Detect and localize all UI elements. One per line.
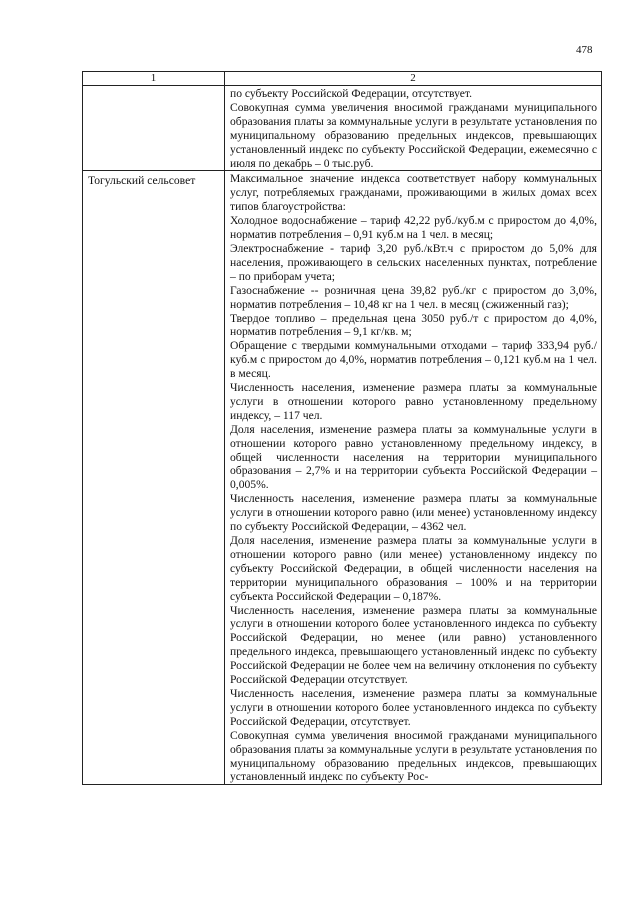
paragraph: Электроснабжение - тариф 3,20 руб./кВт.ч с приростом до 5,0% для населения, проживающего в сельских населенных пунктах, потребление – по приборам учета; bbox=[230, 241, 597, 283]
paragraph: Совокупная сумма увеличения вносимой гражданами муниципального образования платы за коммунальные услуги в результате установления по муниципальному образованию предельных индексов, превышающих установленный индекс по субъекту Российской Федерации, ежемесячно с июля по декабрь – 0 тыс.руб. bbox=[230, 100, 597, 170]
paragraph: Численность населения, изменение размера платы за коммунальные услуги в отношении которого равно установленному предельному индексу, – 117 чел. bbox=[230, 381, 597, 422]
paragraph: Доля населения, изменение размера платы за коммунальные услуги в отношении которого равно (или менее) установленному индексу по субъекту Российской Федерации, в общей численности населения на территории муниципального образования – 100% и на территории субъекта Российской Федерации – 0,187%. bbox=[230, 534, 597, 603]
paragraph: Доля населения, изменение размера платы за коммунальные услуги в отношении которого равно установленному предельному индексу, в общей численности населения на территории муниципального образования – 2,7% и на территории субъекта Российской Федерации – 0,005%. bbox=[230, 422, 597, 492]
paragraph: Численность населения, изменение размера платы за коммунальные услуги в отношении которого более установленного индекса по субъекту Российской Федерации, но менее (или равно) установленного предельного индекса, превышающего установленный индекс по субъекту Российской Федерации не более чем на величину отклонения по субъекту Российской Федерации отсутствует. bbox=[230, 603, 597, 687]
column-header-2: 2 bbox=[225, 72, 602, 86]
paragraph: Газоснабжение -- розничная цена 39,82 руб./кг с приростом до 3,0%, норматив потребления – 10,48 кг на 1 чел. в месяц (сжиженный газ); bbox=[230, 283, 597, 311]
tariff-table bbox=[82, 71, 602, 785]
municipality-cell bbox=[83, 86, 225, 171]
description-cell bbox=[225, 86, 602, 171]
paragraph: Обращение с твердыми коммунальными отходами – тариф 333,94 руб./куб.м с приростом до 4,0%, норматив потребления – 0,121 куб.м на 1 чел. в месяц. bbox=[230, 339, 597, 381]
municipality-cell: Тогульский сельсовет bbox=[83, 171, 225, 785]
description-cell bbox=[225, 171, 602, 785]
column-header-1: 1 bbox=[83, 72, 225, 86]
paragraph: Численность населения, изменение размера платы за коммунальные услуги в отношении которого более установленного индекса по субъекту Российской Федерации, отсутствует. bbox=[230, 686, 597, 728]
paragraph: Численность населения, изменение размера платы за коммунальные услуги в отношении которого равно (или менее) установленному индексу по субъекту Российской Федерации, – 4362 чел. bbox=[230, 492, 597, 534]
page-number: 478 bbox=[576, 44, 593, 56]
paragraph: Твердое топливо – предельная цена 3050 руб./т с приростом до 4,0%, норматив потребления – 9,1 кг/кв. м; bbox=[230, 311, 597, 339]
table-row bbox=[83, 171, 602, 785]
paragraph: по субъекту Российской Федерации, отсутствует. bbox=[230, 87, 472, 100]
paragraph: Максимальное значение индекса соответствует набору коммунальных услуг, потребляемых гражданами, проживающими в жилых домах всех типов благоустройства: bbox=[230, 172, 597, 214]
table-row bbox=[83, 86, 602, 171]
paragraph: Холодное водоснабжение – тариф 42,22 руб./куб.м с приростом до 4,0%, норматив потребления – 0,91 куб.м на 1 чел. в месяц; bbox=[230, 214, 597, 242]
table-header-row bbox=[83, 72, 602, 86]
paragraph: Совокупная сумма увеличения вносимой гражданами муниципального образования платы за коммунальные услуги в результате установления по муниципальному образованию предельных индексов, превышающих установленный индекс по субъекту Рос- bbox=[230, 728, 597, 784]
